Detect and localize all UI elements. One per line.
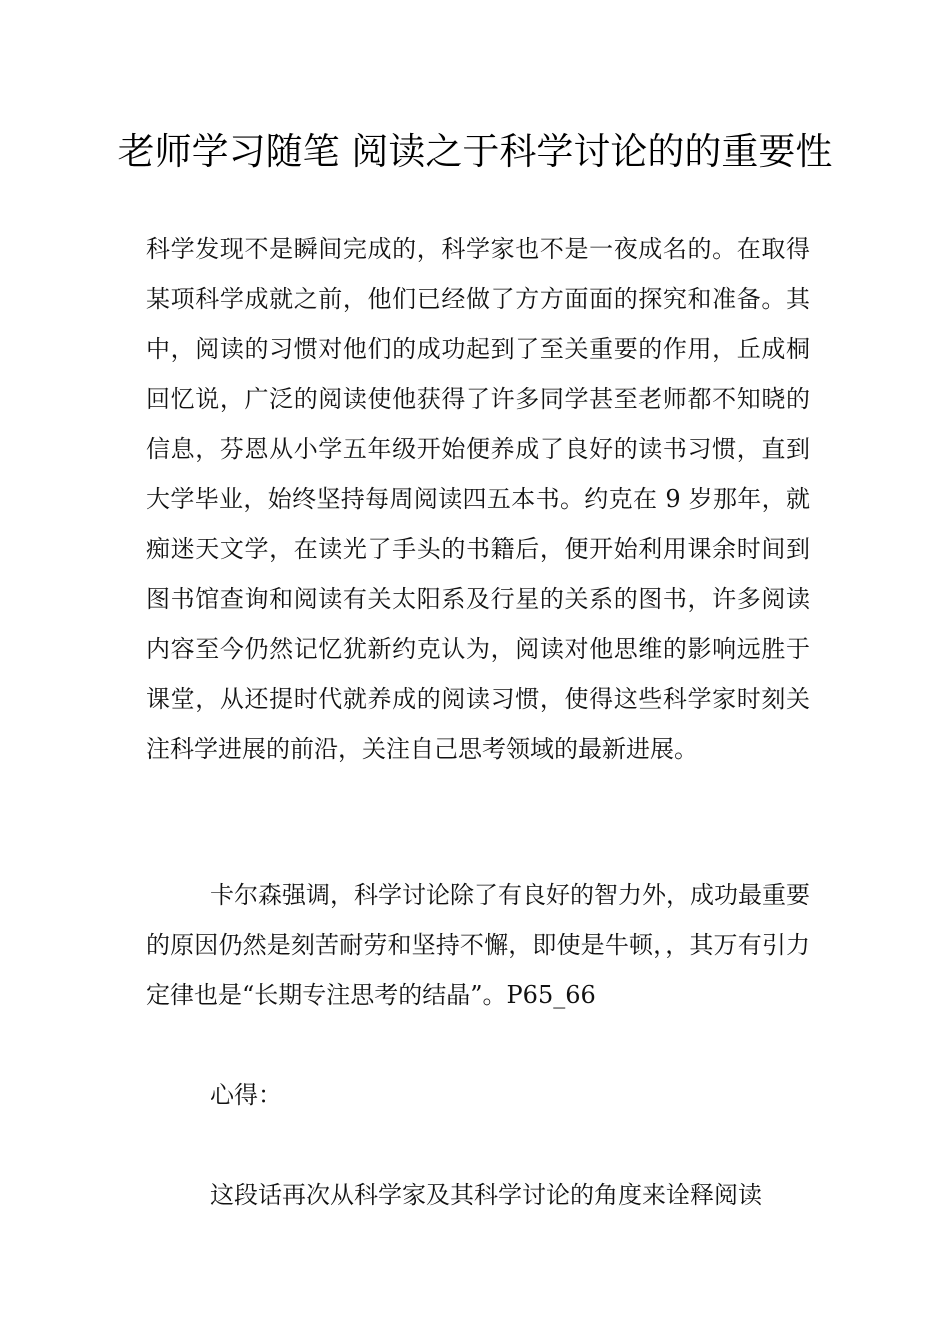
paragraph-reflection-heading: 心得： (210, 1081, 282, 1109)
paragraph-reflection-text: 这段话再次从科学家及其科学讨论的角度来诠释阅读 (210, 1181, 762, 1209)
paragraph-carlson-quote: 卡尔森强调，科学讨论除了有良好的智力外，成功最重要的原因仍然是刻苦耐劳和坚持不懈，即使是牛顿，，其万有引力定律也是“长期专注思考的结晶”。P65_66 (146, 881, 810, 1009)
document-title: 老师学习随笔 阅读之于科学讨论的的重要性 (117, 130, 833, 173)
paragraph-reading-habits: 科学发现不是瞬间完成的，科学家也不是一夜成名的。在取得某项科学成就之前，他们已经做了方方面面的探究和准备。其中，阅读的习惯对他们的成功起到了至关重要的作用，丘成桐回忆说，广泛的阅读使他获得了许多同学甚至老师都不知晓的信息，芬恩从小学五年级开始便养成了良好的读书习惯，直到大学毕业，始终坚持每周阅读四五本书。约克在 9 岁那年，就痴迷天文学，在读光了手头的书籍后，便开始利用课余时间到图书馆查询和阅读有关太阳系及行星的关系的图书，许多阅读内容至今仍然记忆犹新约克认为，阅读对他思维的影响远胜于课堂，从还提时代就养成的阅读习惯，使得这些科学家时刻关注科学进展的前沿，关注自己思考领域的最新进展。 (146, 235, 810, 763)
